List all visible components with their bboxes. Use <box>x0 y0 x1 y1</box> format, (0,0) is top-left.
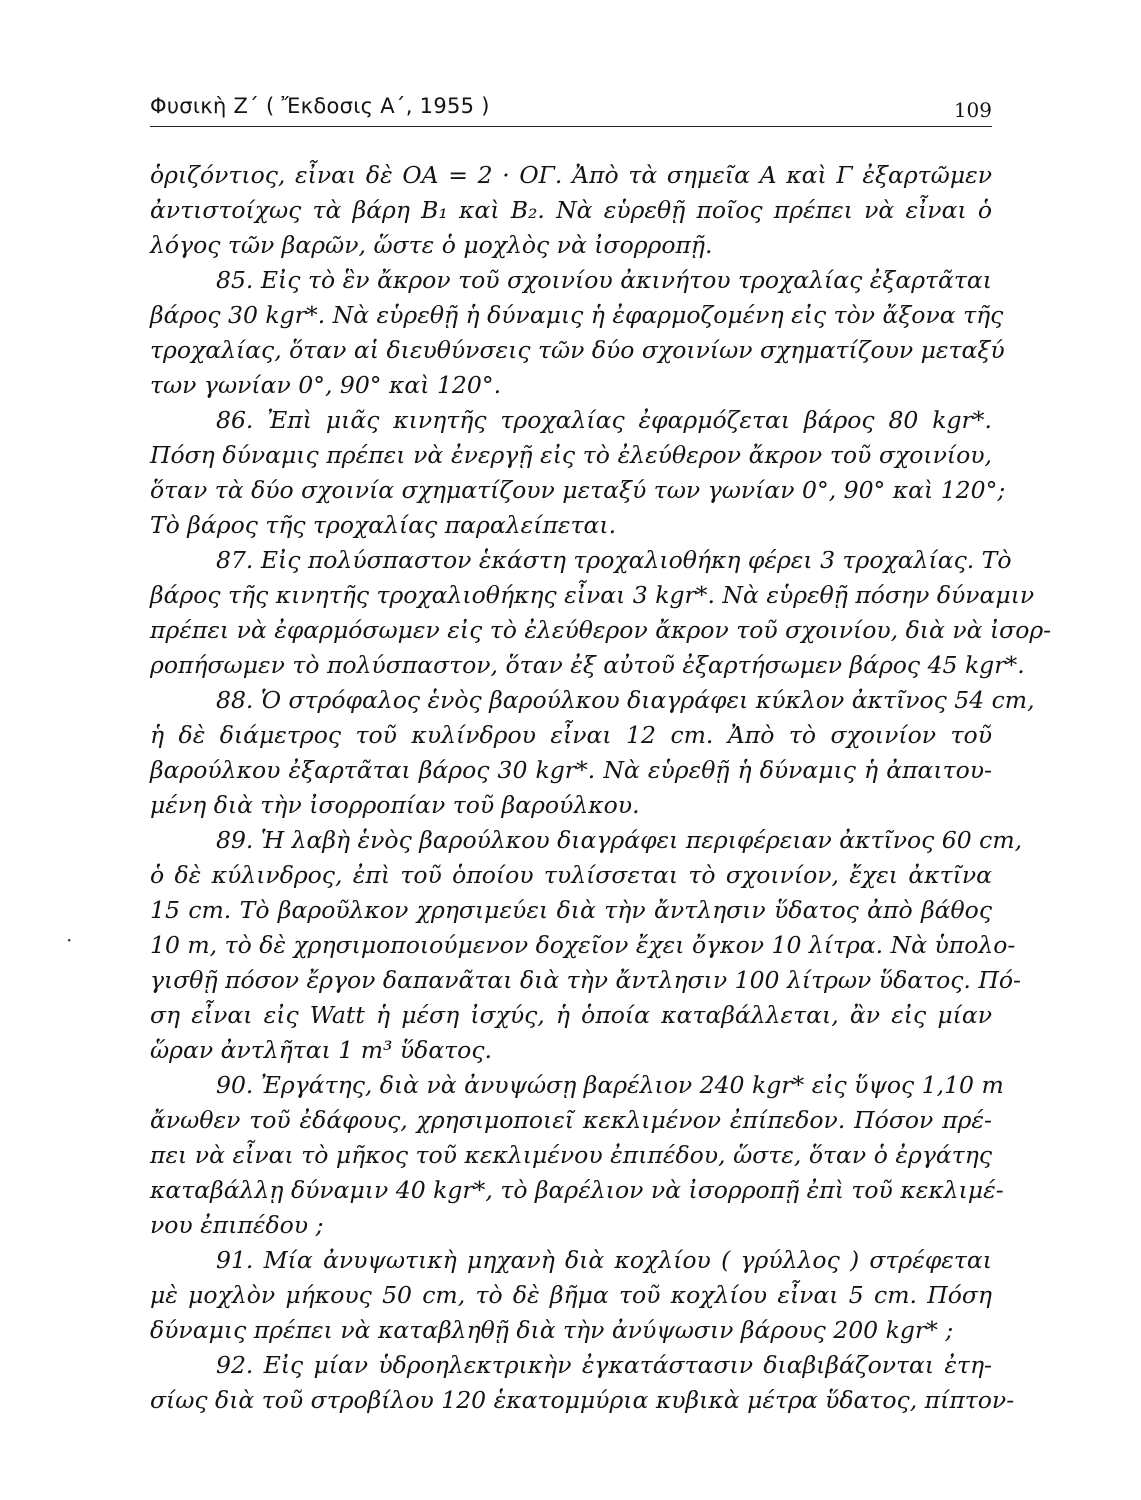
text-line: των γωνίαν 0°, 90° καὶ 120°. <box>150 371 502 399</box>
text-line: ροπήσωμεν τὸ πολύσπαστον, ὅταν ἐξ αὐτοῦ ἐξαρτήσωμεν βάρος 45 kgr*. <box>150 651 1025 679</box>
text-line: μένη διὰ τὴν ἰσορροπίαν τοῦ βαρούλκου. <box>150 791 640 819</box>
text-line: ὁ δὲ κύλινδρος, ἐπὶ τοῦ ὁποίου τυλίσσεται τὸ σχοινίον, ἔχει ἀκτῖνα <box>150 861 992 889</box>
text-line: ση εἶναι εἰς Watt ἡ μέση ἰσχύς, ἡ ὁποία καταβάλλεται, ἂν εἰς μίαν <box>150 1001 992 1029</box>
page-number: 109 <box>953 98 992 122</box>
text-line: ἀντιστοίχως τὰ βάρη B₁ καὶ B₂. Νὰ εὑρεθῇ ποῖος πρέπει νὰ εἶναι ὁ <box>150 196 992 224</box>
text-line: ἄνωθεν τοῦ ἐδάφους, χρησιμοποιεῖ κεκλιμένον ἐπίπεδον. Πόσον πρέ- <box>150 1106 992 1134</box>
text-line: Πόση δύναμις πρέπει νὰ ἐνεργῇ εἰς τὸ ἐλεύθερον ἄκρον τοῦ σχοινίου, <box>150 441 992 469</box>
running-title: Φυσικὴ Ζ΄ ( Ἔκδοσις Α΄, 1955 ) <box>150 94 490 118</box>
text-line: ὅταν τὰ δύο σχοινία σχηματίζουν μεταξύ των γωνίαν 0°, 90° καὶ 120°; <box>150 476 1006 504</box>
problem-87-line: 87. Εἰς πολύσπαστον ἑκάστη τροχαλιοθήκη φέρει 3 τροχαλίας. Τὸ <box>216 546 1012 574</box>
text-line: ἡ δὲ διάμετρος τοῦ κυλίνδρου εἶναι 12 cm. Ἀπὸ τὸ σχοινίον τοῦ <box>150 721 992 749</box>
text-line: καταβάλλῃ δύναμιν 40 kgr*, τὸ βαρέλιον νὰ ἰσορροπῇ ἐπὶ τοῦ κεκλιμέ- <box>150 1176 1004 1204</box>
running-header <box>150 90 992 127</box>
text-line: τροχαλίας, ὅταν αἱ διευθύνσεις τῶν δύο σχοινίων σχηματίζουν μεταξύ <box>150 336 1005 364</box>
text-line: δύναμις πρέπει νὰ καταβληθῇ διὰ τὴν ἀνύψωσιν βάρους 200 kgr* ; <box>150 1316 954 1344</box>
text-line: πει νὰ εἶναι τὸ μῆκος τοῦ κεκλιμένου ἐπιπέδου, ὥστε, ὅταν ὁ ἐργάτης <box>150 1141 992 1169</box>
problem-88-line: 88. Ὁ στρόφαλος ἑνὸς βαρούλκου διαγράφει κύκλον ἀκτῖνος 54 cm, <box>216 686 1035 714</box>
text-line: λόγος τῶν βαρῶν, ὥστε ὁ μοχλὸς νὰ ἰσορροπῇ. <box>150 231 713 259</box>
problem-91-line: 91. Μία ἀνυψωτικὴ μηχανὴ διὰ κοχλίου ( γρύλλος ) στρέφεται <box>216 1246 992 1274</box>
problem-92-line: 92. Εἰς μίαν ὑδροηλεκτρικὴν ἐγκατάστασιν διαβιβάζονται ἐτη- <box>216 1351 992 1379</box>
text-line: μὲ μοχλὸν μήκους 50 cm, τὸ δὲ βῆμα τοῦ κοχλίου εἶναι 5 cm. Πόση <box>150 1281 992 1309</box>
text-line: πρέπει νὰ ἐφαρμόσωμεν εἰς τὸ ἐλεύθερον ἄκρον τοῦ σχοινίου, διὰ νὰ ἰσορ- <box>150 616 1052 644</box>
margin-dot: · <box>66 928 73 952</box>
text-line: σίως διὰ τοῦ στροβίλου 120 ἑκατομμύρια κυβικὰ μέτρα ὕδατος, πίπτον- <box>150 1386 1015 1414</box>
problem-86-line: 86. Ἐπὶ μιᾶς κινητῆς τροχαλίας ἐφαρμόζεται βάρος 80 kgr*. <box>216 406 992 434</box>
text-line: βάρος 30 kgr*. Νὰ εὑρεθῇ ἡ δύναμις ἡ ἐφαρμοζομένη εἰς τὸν ἄξονα τῆς <box>150 301 1004 329</box>
text-line: νου ἐπιπέδου ; <box>150 1211 324 1239</box>
text-line: βάρος τῆς κινητῆς τροχαλιοθήκης εἶναι 3 kgr*. Νὰ εὑρεθῇ πόσην δύναμιν <box>150 581 1035 609</box>
text-line: ὥραν ἀντλῆται 1 m³ ὕδατος. <box>150 1036 492 1064</box>
problem-90-line: 90. Ἐργάτης, διὰ νὰ ἀνυψώσῃ βαρέλιον 240 kgr* εἰς ὕψος 1,10 m <box>216 1071 1004 1099</box>
text-line: 10 m, τὸ δὲ χρησιμοποιούμενον δοχεῖον ἔχει ὄγκον 10 λίτρα. Νὰ ὑπολο- <box>150 931 1016 959</box>
text-line: Τὸ βάρος τῆς τροχαλίας παραλείπεται. <box>150 511 617 539</box>
text-line: γισθῇ πόσον ἔργον δαπανᾶται διὰ τὴν ἄντλησιν 100 λίτρων ὕδατος. Πό- <box>150 966 1021 994</box>
problem-85-line: 85. Εἰς τὸ ἓν ἄκρον τοῦ σχοινίου ἀκινήτου τροχαλίας ἐξαρτᾶται <box>216 266 992 294</box>
text-line: βαρούλκου ἐξαρτᾶται βάρος 30 kgr*. Νὰ εὑρεθῇ ἡ δύναμις ἡ ἀπαιτου- <box>150 756 992 784</box>
problem-89-line: 89. Ἡ λαβὴ ἑνὸς βαρούλκου διαγράφει περιφέρειαν ἀκτῖνος 60 cm, <box>216 826 1023 854</box>
text-line: ὁριζόντιος, εἶναι δὲ ΟΑ = 2 · ΟΓ. Ἀπὸ τὰ σημεῖα Α καὶ Γ ἐξαρτῶμεν <box>150 161 992 189</box>
text-line: 15 cm. Τὸ βαροῦλκον χρησιμεύει διὰ τὴν ἄντλησιν ὕδατος ἀπὸ βάθος <box>150 896 992 924</box>
